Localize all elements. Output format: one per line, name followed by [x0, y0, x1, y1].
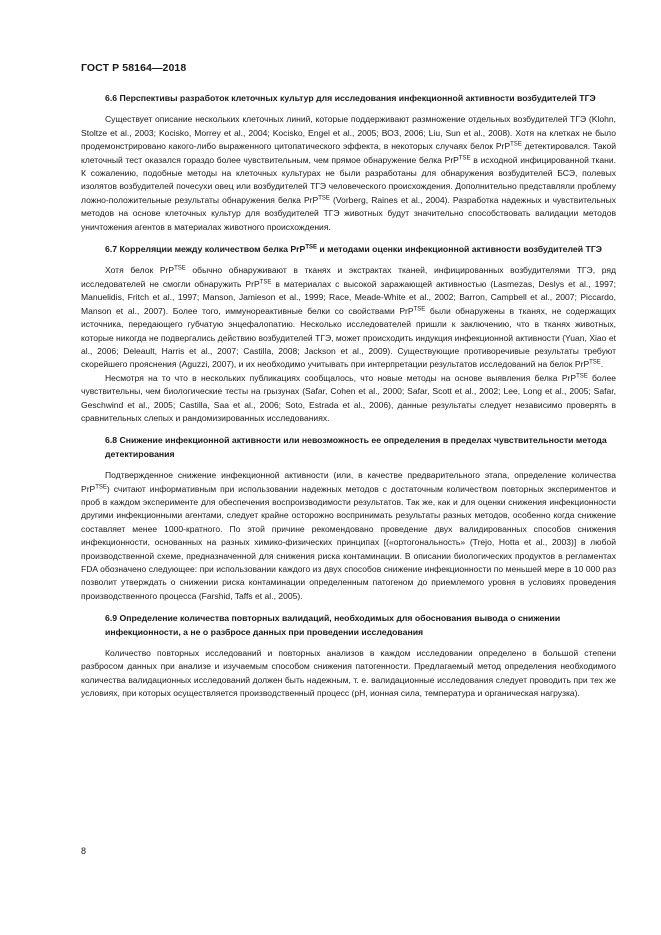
- paragraph: Несмотря на то что в нескольких публикациях сообщалось, что новые методы на основе выявления белка PrP$^{TSE}$ более чувствительны, чем биологические тесты на грызунах (Safar, Cohen et al., 2000; Safar, Scott et al., 2002; Lee, Long et al., 2005; Safar, Geschwind et al., 2005; Castilla, Saa et al., 2006; Soto, Estrada et al., 2006), данные результаты следует независимо проверять в сравнительных слепых и рандомизированных исследованиях.: [81, 372, 616, 423]
- paragraph: Количество повторных исследований и повторных анализов в каждом исследовании определено в большой степени разбросом данных при анализе и изучаемым способом снижения патогенности. Предлагаемый метод определения необходимого количества валидационных исследований должен быть надежным, т. е. валидационные исследования следует проводить при тех же условиях, при которых осуществляется производственный процесс (pH, ионная сила, температура и органическая нагрузка).: [81, 648, 616, 699]
- paragraph: Хотя белок PrP$^{TSE}$ обычно обнаруживают в тканях и экстрактах тканей, инфицированных возбудителями ТГЭ, ряд исследователей не смогли обнаружить PrP$^{TSE}$ в материалах с высокой заражающей активностью (Lasmezas, Deslys et al., 1997; Manuelidis, Fritch et al., 1997; Manson, Jamieson et al., 1999; Race, Meade-White et al., 2002; Barron, Campbell et al., 2007; Piccardo, Manson et al., 2007). Более того, иммунореактивные белки со свойствами PrP$^{TSE}$ были обнаружены в тканях, не содержащих источника, передающего губчатую энцефалопатию. Несколько исследователей пришли к заключению, что в тканях животных, которые никогда не подвергались действию возбудителей ТГЭ, может происходить индукция инфекционной активности (Yuan, Xiao et al., 2006; Deleault, Harris et al., 2007; Castilla, 2008; Jackson et al., 2009). Существующие противоречивые результаты требуют скорейшего прояснения (Aguzzi, 2007), и их необходимо учитывать при интерпретации результатов исследований на белок PrP$^{TSE}$.: [81, 265, 616, 370]
- section-6-9: [81, 612, 616, 700]
- section-6-8: [81, 434, 616, 603]
- section-6-6: [81, 92, 616, 234]
- section-6-7: [81, 243, 616, 425]
- paragraph: Существует описание нескольких клеточных линий, которые поддерживают размножение отдельных возбудителей ТГЭ (Klohn, Stoltze et al., 2003; Kocisko, Morrey et al., 2004; Kocisko, Engel et al., 2005; ВОЗ, 2006; Liu, Sun et al., 2008). Хотя на клетках не было продемонстрировано какого-либо выраженного цитопатического эффекта, в некоторых случаях белок PrP$^{TSE}$ детектировался. Такой клеточный тест оказался гораздо более чувствительным, чем прямое обнаружение белка PrP$^{TSE}$ в исходной инфицированной ткани. К сожалению, подобные методы на клеточных культурах не были разработаны для обнаружения возбудителей БСЭ, полевых изолятов возбудителей почесухи овец или возбудителей ТГЭ человеческого происхождения. Дополнительно представляли проблему ложно-положительные результаты обнаружения белка PrP$^{TSE}$ (Vorberg, Raines et al., 2004). Разработка надежных и чувствительных методов на основе клеточных культур для возбудителей ТГЭ животных будут значительно способствовать валидации методов уничтожения агентов в материалах животного происхождения.: [81, 114, 617, 232]
- section-heading: 6.9 Определение количества повторных валидаций, необходимых для обоснования вывода о снижении инфекционности, а не о разбросе данных при проведении исследования: [105, 613, 561, 637]
- document-body: [81, 92, 616, 710]
- section-heading: 6.7 Корреляции между количеством белка PrP$^{TSE}$ и методами оценки инфекционной активности возбудителей ТГЭ: [105, 244, 602, 255]
- section-heading: 6.8 Снижение инфекционной активности или невозможность ее определения в пределах чувствительности метода детектирования: [105, 435, 607, 459]
- paragraph: Подтвержденное снижение инфекционной активности (или, в качестве предварительного этапа, определение количества PrP$^{TSE}$) считают информативным при использовании надежных методов с достаточным количеством повторных экспериментов и проб в каждом эксперименте для обеспечения воспроизводимости результатов. Так же, как и для оценки снижения инфекционности другими инфекционными агентами, следует крайне осторожно воспринимать результаты разных методов, особенно когда снижение составляет менее 1000-кратного. По этой причине рекомендовано проведение двух валидированных способов снижения инфекционности, основанных на разных химико-физических принципах [(«ортогональность» (Trejo, Hotta et al., 2003)] в любой производственной схеме, предназначенной для снижения риска контаминации. В описании биологических продуктов в регламентах FDA обозначено следующее: при использовании каждого из двух способов снижение инфекционности по меньшей мере в 10 000 раз позволит утверждать о снижении риска контаминации определенным патогеном до приемлемого уровня в условиях проведения производственного процесса (Farshid, Taffs et al., 2005).: [81, 470, 616, 601]
- page-number: 8: [81, 846, 87, 856]
- document-header: ГОСТ Р 58164—2018: [81, 62, 187, 74]
- section-heading: 6.6 Перспективы разработок клеточных культур для исследования инфекционной активности возбудителей ТГЭ: [105, 93, 596, 103]
